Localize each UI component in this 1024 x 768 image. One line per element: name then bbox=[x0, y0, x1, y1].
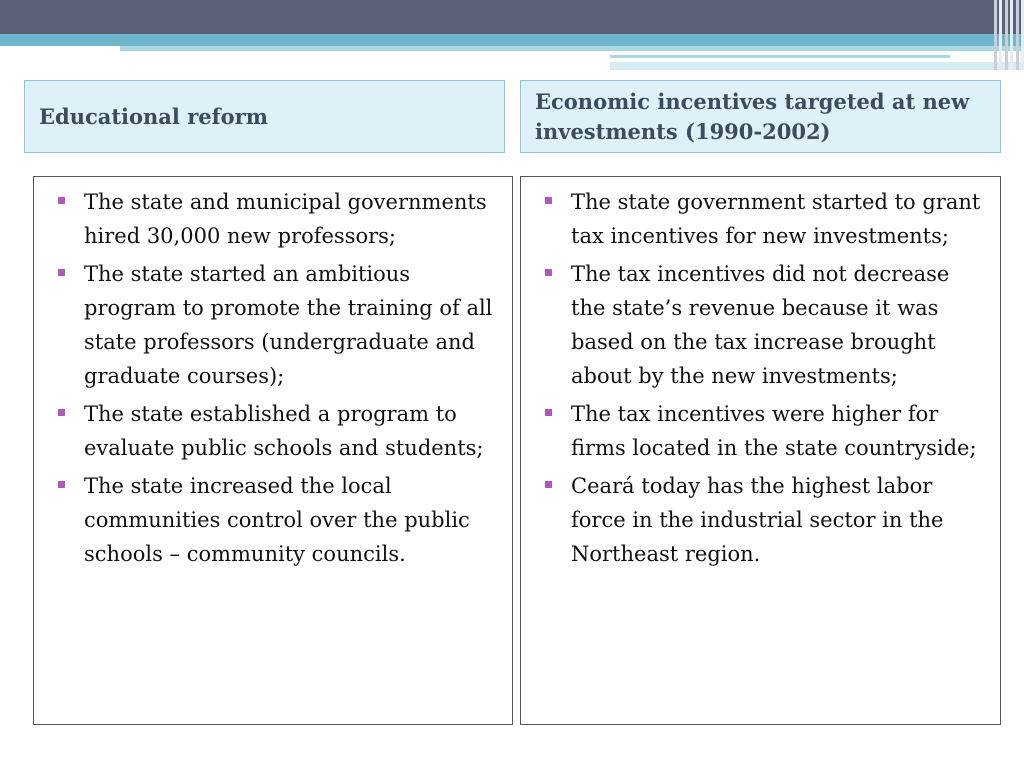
bullet-square-icon bbox=[545, 269, 552, 276]
list-item bbox=[52, 185, 502, 253]
top-banner-accent-line bbox=[610, 55, 950, 58]
list-item-text: The state established a program to evaluate public schools and students; bbox=[84, 402, 484, 460]
corner-stripes bbox=[994, 0, 1024, 70]
top-banner-accent-bar bbox=[610, 62, 1024, 70]
list-item bbox=[52, 397, 502, 465]
right-bullet-list bbox=[539, 185, 990, 571]
left-content-box bbox=[33, 176, 513, 725]
list-item-text: The state and municipal governments hired 30,000 new professors; bbox=[84, 190, 487, 248]
top-banner-teal bbox=[0, 34, 1024, 46]
header-educational-reform bbox=[24, 80, 505, 153]
bullet-square-icon bbox=[545, 481, 552, 488]
top-banner-accent bbox=[120, 46, 1024, 51]
bullet-square-icon bbox=[545, 409, 552, 416]
list-item bbox=[539, 185, 990, 253]
list-item bbox=[539, 257, 990, 393]
bullet-square-icon bbox=[58, 197, 65, 204]
list-item bbox=[52, 469, 502, 571]
bullet-square-icon bbox=[58, 269, 65, 276]
list-item bbox=[52, 257, 502, 393]
list-item bbox=[539, 469, 990, 571]
top-banner-dark bbox=[0, 0, 1024, 34]
bullet-square-icon bbox=[545, 197, 552, 204]
list-item-text: The tax incentives were higher for firms located in the state countryside; bbox=[571, 402, 977, 460]
list-item-text: The state increased the local communities control over the public schools – community councils. bbox=[84, 474, 470, 566]
list-item-text: The state government started to grant tax incentives for new investments; bbox=[571, 190, 981, 248]
list-item-text: The tax incentives did not decrease the state’s revenue because it was based on the tax increase brought about by the new investments; bbox=[571, 262, 950, 388]
header-left-title: Educational reform bbox=[39, 103, 268, 129]
bullet-square-icon bbox=[58, 481, 65, 488]
header-right-title: Economic incentives targeted at new investments (1990-2002) bbox=[535, 89, 970, 144]
left-bullet-list bbox=[52, 185, 502, 571]
list-item-text: Ceará today has the highest labor force in the industrial sector in the Northeast region. bbox=[571, 474, 944, 566]
right-content-box bbox=[520, 176, 1001, 725]
list-item bbox=[539, 397, 990, 465]
list-item-text: The state started an ambitious program to promote the training of all state professors (undergraduate and graduate courses); bbox=[84, 262, 493, 388]
bullet-square-icon bbox=[58, 409, 65, 416]
header-economic-incentives bbox=[520, 80, 1001, 153]
